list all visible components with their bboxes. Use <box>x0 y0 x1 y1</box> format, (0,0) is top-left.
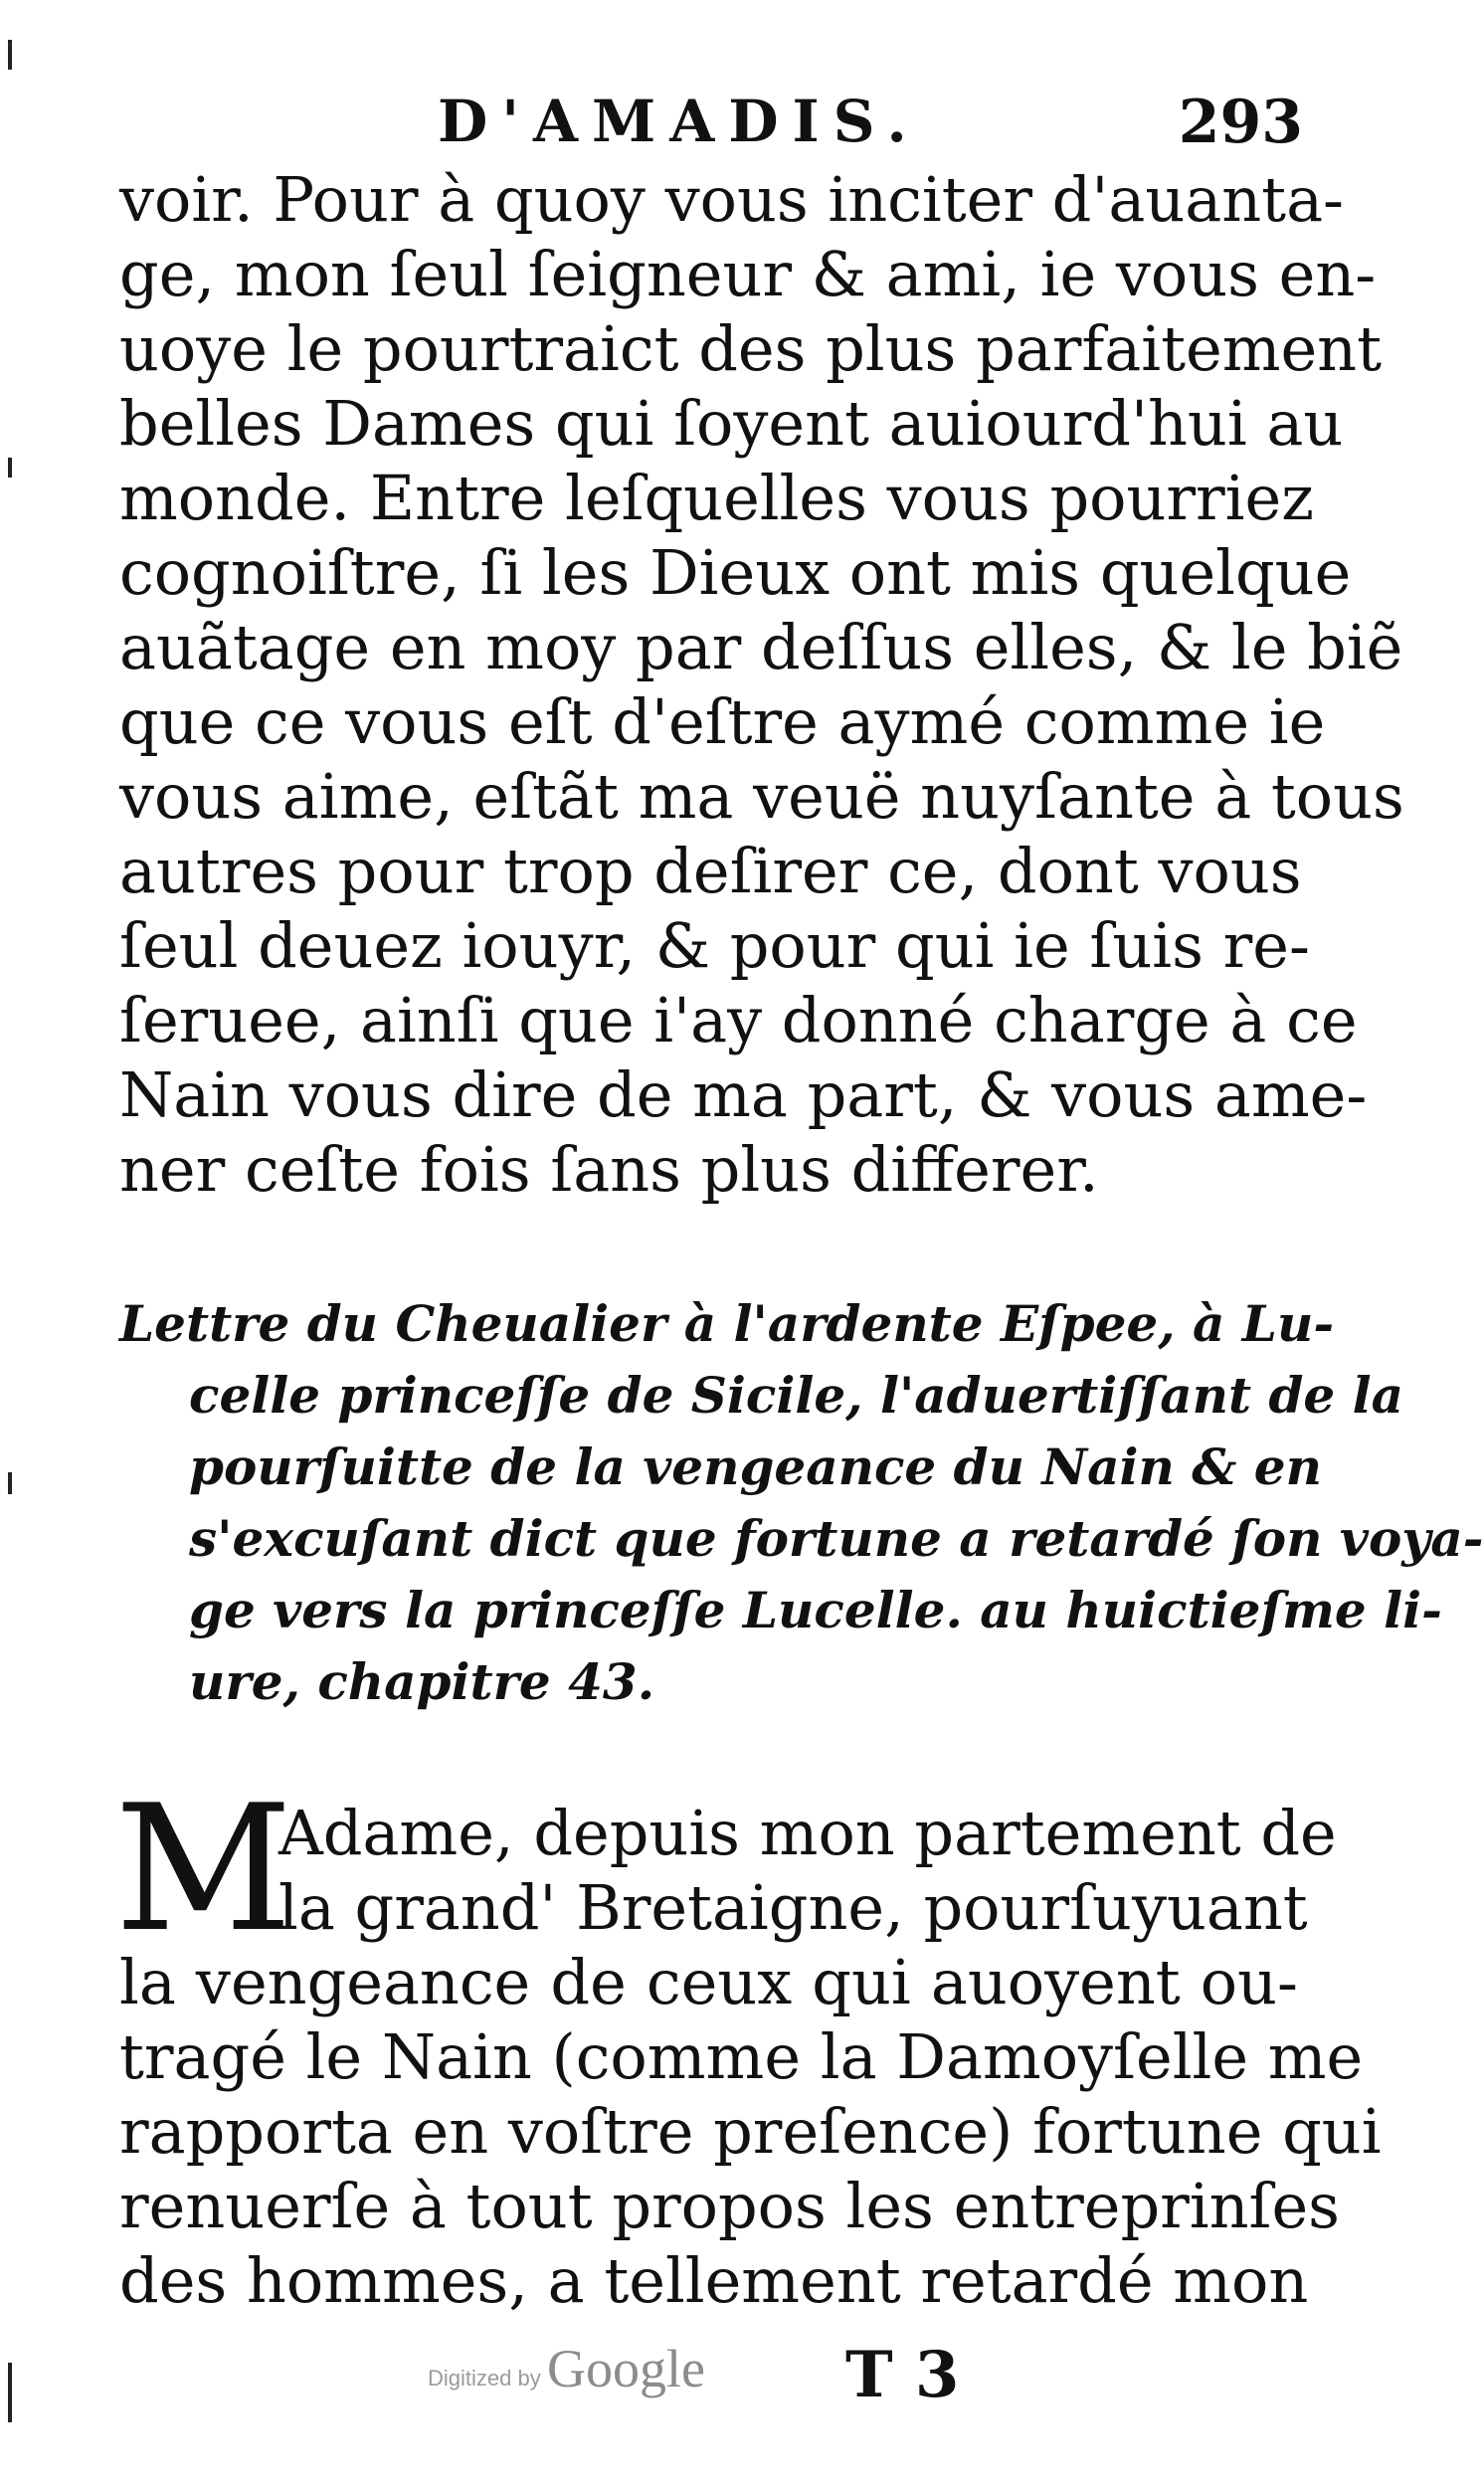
text-line: voir. Pour à quoy vous inciter d'auanta- <box>119 163 1345 236</box>
heading-line: pourſuitte de la vengeance du Nain & en <box>189 1437 1322 1496</box>
text-line: belles Dames qui ſoyent auiourd'hui au <box>119 387 1344 460</box>
letter-text <box>119 162 1404 1207</box>
heading-line: s'excuſant dict que fortune a retardé ſon voya- <box>189 1509 1484 1568</box>
section-heading <box>119 1288 1484 1718</box>
margin-speck <box>8 458 12 478</box>
page-footer <box>428 2338 1074 2417</box>
text-line: que ce vous eſt d'eſtre aymé comme ie <box>119 685 1326 758</box>
text-line: renuerſe à tout propos les entreprinſes <box>119 2170 1340 2242</box>
digitized-by-label: Digitized by <box>428 2366 541 2391</box>
margin-speck <box>8 1472 12 1494</box>
text-line: Adame, depuis mon partement de <box>278 1797 1337 1869</box>
margin-speck <box>8 2363 12 2422</box>
text-line: cognoiſtre, ſi les Dieux ont mis quelque <box>119 536 1352 609</box>
google-watermark: Google <box>547 2339 705 2398</box>
heading-line: ge vers la princeſſe Lucelle. au huictieſme li- <box>189 1581 1442 1639</box>
running-title: D'AMADIS. <box>438 88 921 155</box>
text-line: des hommes, a tellement retardé mon <box>119 2244 1309 2317</box>
text-line: vous aime, eſtãt ma veuë nuyſante à tous <box>119 760 1404 833</box>
text-line: ner ceſte fois ſans plus differer. <box>119 1133 1099 1206</box>
text-line: uoye le pourtraict des plus parfaitement <box>119 312 1383 385</box>
text-line: ge, mon ſeul ſeigneur & ami, ie vous en- <box>119 238 1377 310</box>
page-header <box>328 88 1303 157</box>
margin-speck <box>8 40 12 70</box>
heading-line: ure, chapitre 43. <box>189 1652 655 1711</box>
heading-line: celle princeſſe de Sicile, l'aduertiſſant de la <box>189 1366 1404 1425</box>
text-line: monde. Entre leſquelles vous pourriez <box>119 462 1314 534</box>
text-line: la vengeance de ceux qui auoyent ou- <box>119 1946 1298 2018</box>
text-line: tragé le Nain (comme la Damoyſelle me <box>119 2020 1364 2093</box>
text-line: auãtage en moy par deſſus elles, & le biẽ <box>119 611 1403 683</box>
text-line: la grand' Bretaigne, pourſuyuant <box>278 1871 1308 1944</box>
response-letter-text <box>119 1796 1382 2318</box>
text-line: ſeul deuez iouyr, & pour qui ie ſuis re- <box>119 909 1310 982</box>
text-line: autres pour trop deſirer ce, dont vous <box>119 835 1302 907</box>
text-line: rapporta en voſtre preſence) fortune qui <box>119 2095 1382 2168</box>
page-number: 293 <box>1178 88 1303 157</box>
text-line: ſeruee, ainſi que i'ay donné charge à ce <box>119 984 1358 1056</box>
heading-line: Lettre du Cheualier à l'ardente Eſpee, à Lu- <box>119 1294 1335 1353</box>
signature-mark: T 3 <box>845 2338 960 2412</box>
text-line: Nain vous dire de ma part, & vous ame- <box>119 1058 1368 1131</box>
drop-cap: M <box>114 1769 293 1971</box>
